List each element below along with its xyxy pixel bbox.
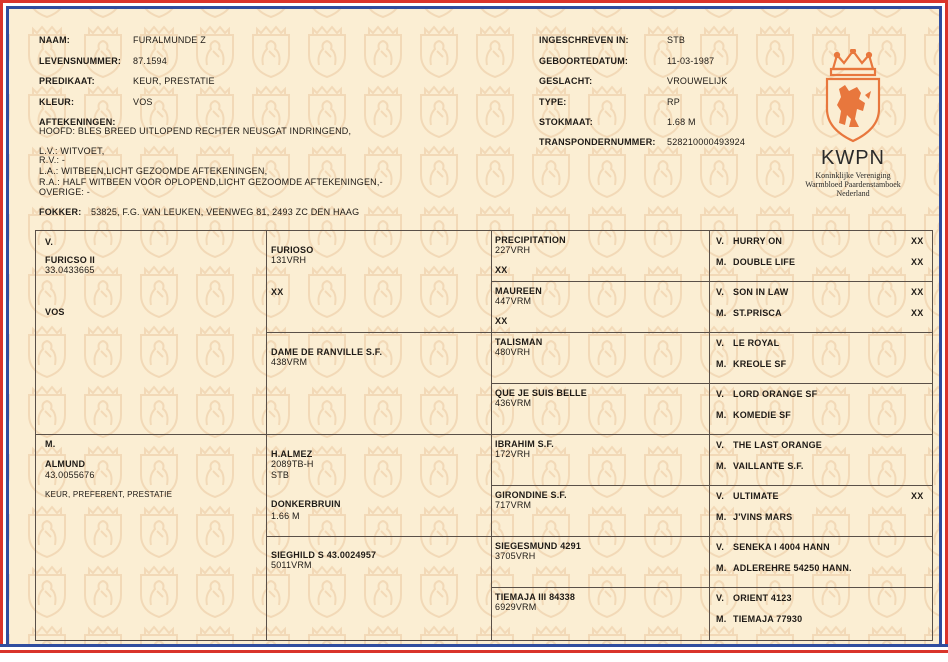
grid-left-line	[35, 230, 36, 641]
marking-rv: R.V.: -	[39, 155, 66, 165]
gen4-m-prefix: M.	[716, 410, 727, 420]
gen3-name: PRECIPITATION	[495, 235, 566, 245]
geboortedatum-label: GEBOORTEDATUM:	[539, 56, 629, 66]
grid-row-e5	[491, 485, 933, 486]
gen4-sire: ULTIMATE	[733, 491, 779, 501]
gen4-m-prefix: M.	[716, 359, 727, 369]
gen4-v-prefix: V.	[716, 287, 725, 297]
gen4-sire: SENEKA I 4004 HANN	[733, 542, 830, 552]
gen3-reg: 172VRH	[495, 449, 531, 459]
marking-overige: OVERIGE: -	[39, 187, 91, 197]
gen2-name: DAME DE RANVILLE S.F.	[271, 347, 383, 357]
gen3-reg: 6929VRM	[495, 602, 537, 612]
stokmaat-label: STOKMAAT:	[539, 117, 593, 127]
gen4-m-prefix: M.	[716, 461, 727, 471]
gen4-sire: LE ROYAL	[733, 338, 780, 348]
geboortedatum-value: 11-03-1987	[667, 56, 715, 66]
naam-value: FURALMUNDE Z	[133, 35, 206, 45]
gen3-name: MAUREEN	[495, 286, 542, 296]
gen3-reg: 3705VRH	[495, 551, 536, 561]
geslacht-value: VROUWELIJK	[667, 76, 728, 86]
gen4-v-prefix: V.	[716, 236, 725, 246]
gen3-name: SIEGESMUND 4291	[495, 541, 582, 551]
geslacht-label: GESLACHT:	[539, 76, 593, 86]
sire-sex: V.	[45, 237, 54, 247]
gen4-m-prefix: M.	[716, 563, 727, 573]
gen2-height: 1.66 M	[271, 511, 300, 521]
gen3-name: QUE JE SUIS BELLE	[495, 388, 587, 398]
gen3-reg: 447VRM	[495, 296, 532, 306]
naam-label: NAAM:	[39, 35, 70, 45]
border-red-bottom	[0, 650, 948, 653]
grid-bottom-line	[35, 640, 933, 641]
gen3-name: GIRONDINE S.F.	[495, 490, 567, 500]
kwpn-crest-icon	[813, 49, 893, 145]
grid-row-e3	[491, 383, 933, 384]
dam-name: ALMUND	[45, 459, 86, 469]
gen4-m-prefix: M.	[716, 614, 727, 624]
grid-col-1	[266, 230, 267, 641]
gen2-reg: 131VRH	[271, 255, 307, 265]
ingeschreven-value: STB	[667, 35, 686, 45]
gen4-sire: LORD ORANGE SF	[733, 389, 818, 399]
levensnummer-value: 87.1594	[133, 56, 167, 66]
grid-row-q3	[266, 536, 933, 537]
levensnummer-label: LEVENSNUMMER:	[39, 56, 122, 66]
transponder-label: TRANSPONDERNUMMER:	[539, 137, 656, 147]
gen3-extra: XX	[495, 265, 508, 275]
gen4-sire: SON IN LAW	[733, 287, 789, 297]
gen2-name: FURIOSO	[271, 245, 314, 255]
dam-number: 43.0055676	[45, 470, 95, 480]
gen4-sire: THE LAST ORANGE	[733, 440, 823, 450]
gen4-dam: KOMEDIE SF	[733, 410, 792, 420]
sire-number: 33.0433665	[45, 265, 95, 275]
paper	[9, 9, 939, 644]
gen4-sire-xx: XX	[911, 287, 924, 297]
ingeschreven-label: INGESCHREVEN IN:	[539, 35, 629, 45]
gen3-reg: 436VRM	[495, 398, 532, 408]
type-label: TYPE:	[539, 97, 567, 107]
grid-row-e1	[491, 281, 933, 282]
gen3-reg: 480VRH	[495, 347, 531, 357]
grid-mid-line	[35, 434, 933, 435]
gen2-name: H.ALMEZ	[271, 449, 313, 459]
gen3-reg: 717VRM	[495, 500, 532, 510]
gen4-dam: ST.PRISCA	[733, 308, 782, 318]
gen3-name: IBRAHIM S.F.	[495, 439, 554, 449]
grid-col-2	[491, 230, 492, 641]
kleur-value: VOS	[133, 97, 153, 107]
gen2-reg: 5011VRM	[271, 560, 312, 570]
sire-name: FURICSO II	[45, 255, 96, 265]
gen3-name: TIEMAJA III 84338	[495, 592, 576, 602]
marking-lv: L.V.: WITVOET,	[39, 146, 105, 156]
gen4-v-prefix: V.	[716, 440, 725, 450]
gen4-v-prefix: V.	[716, 338, 725, 348]
gen3-reg: 227VRH	[495, 245, 531, 255]
grid-col-3	[709, 230, 710, 641]
gen4-dam-xx: XX	[911, 257, 924, 267]
gen2-color: DONKERBRUIN	[271, 499, 341, 509]
kleur-label: KLEUR:	[39, 97, 75, 107]
gen4-m-prefix: M.	[716, 308, 727, 318]
gen2-extra: XX	[271, 287, 284, 297]
type-value: RP	[667, 97, 680, 107]
transponder-value: 528210000493924	[667, 137, 746, 147]
gen4-v-prefix: V.	[716, 389, 725, 399]
gen2-name: SIEGHILD S 43.0024957	[271, 550, 377, 560]
gen4-v-prefix: V.	[716, 593, 725, 603]
logo-line3: Nederland	[836, 189, 870, 198]
gen4-m-prefix: M.	[716, 512, 727, 522]
fokker-label: FOKKER:	[39, 207, 82, 217]
gen4-dam: KREOLE SF	[733, 359, 787, 369]
gen4-dam-xx: XX	[911, 308, 924, 318]
grid-top-line	[35, 230, 933, 231]
gen4-dam: DOUBLE LIFE	[733, 257, 796, 267]
gen4-dam: TIEMAJA 77930	[733, 614, 803, 624]
marking-la: L.A.: WITBEEN,LICHT GEZOOMDE AFTEKENINGEN,	[39, 166, 268, 176]
predikaat-value: KEUR, PRESTATIE	[133, 76, 215, 86]
gen2-reg: 2089TB-H	[271, 459, 314, 469]
gen4-sire-xx: XX	[911, 236, 924, 246]
fokker-value: 53825, F.G. VAN LEUKEN, VEENWEG 81, 2493 ZC DEN HAAG	[91, 207, 360, 217]
logo-line2: Warmbloed Paardenstamboek	[805, 180, 901, 189]
gen4-sire-xx: XX	[911, 491, 924, 501]
gen3-extra: XX	[495, 316, 508, 326]
marking-hoofd: HOOFD: BLES BREED UITLOPEND RECHTER NEUSGAT INDRINGEND,	[39, 126, 352, 136]
gen4-m-prefix: M.	[716, 257, 727, 267]
stokmaat-value: 1.68 M	[667, 117, 696, 127]
gen4-sire: ORIENT 4123	[733, 593, 792, 603]
grid-row-e7	[491, 587, 933, 588]
gen4-dam: VAILLANTE S.F.	[733, 461, 804, 471]
gen4-v-prefix: V.	[716, 542, 725, 552]
gen2-extra: STB	[271, 470, 290, 480]
grid-row-q1	[266, 332, 933, 333]
gen2-reg: 438VRM	[271, 357, 308, 367]
dam-predikaat: KEUR, PREFERENT, PRESTATIE	[45, 490, 173, 499]
gen4-dam: J'VINS MARS	[733, 512, 793, 522]
gen4-dam: ADLEREHRE 54250 HANN.	[733, 563, 852, 573]
logo-line1: Koninklijke Vereniging	[815, 171, 891, 180]
marking-ra: R.A.: HALF WITBEEN VOOR OPLOPEND,LICHT GEZOOMDE AFTEKENINGEN,-	[39, 177, 383, 187]
predikaat-label: PREDIKAAT:	[39, 76, 95, 86]
sire-color: VOS	[45, 307, 65, 317]
grid-right-line	[932, 230, 933, 641]
dam-sex: M.	[45, 439, 56, 449]
logo-name: KWPN	[821, 147, 885, 169]
aftekeningen-title: AFTEKENINGEN:	[39, 117, 116, 127]
gen4-v-prefix: V.	[716, 491, 725, 501]
gen3-name: TALISMAN	[495, 337, 543, 347]
gen4-sire: HURRY ON	[733, 236, 783, 246]
